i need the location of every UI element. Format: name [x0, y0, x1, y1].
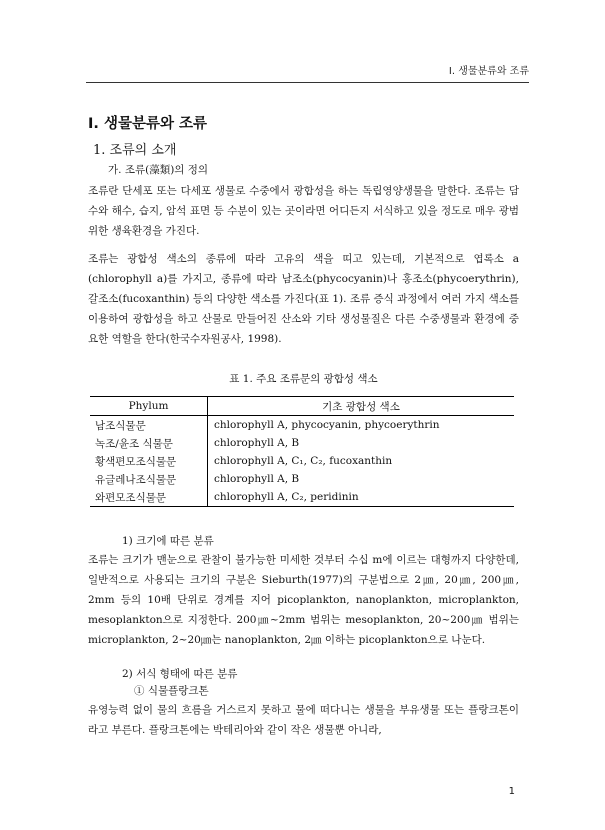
section-title: Ⅰ. 생물분류와 조류	[88, 116, 208, 132]
size-paragraph: 조류는 크기가 맨눈으로 관찰이 불가능한 미세한 것부터 수십 m에 이르는 대형까지 다양한데, 일반적으로 사용되는 크기의 구분은 Sieburth(1977)의 구분법으로 2㎛, 20㎛, 200㎛, 2mm 등의 10배 단위로 경계를 지어 picoplankton, nanoplankton, microplankton, mesoplankton으로 지정한다. 200㎛~2mm 범위는 mesoplankton, 20~200㎛ 범위는 microplankton, 2~20㎛는 nanoplankton, 2㎛ 이하는 picoplankton으로 나눈다.	[88, 554, 519, 646]
table-cell-pigment: chlorophyll A, C₂, peridinin	[208, 488, 515, 507]
pigment-table	[90, 396, 514, 507]
habitat-section-title: 2) 서식 형태에 따른 분류	[122, 668, 238, 680]
subsubsection-title: 가. 조류(藻類)의 정의	[108, 164, 209, 176]
table-cell-phylum: 녹조/윤조 식물문	[95, 437, 173, 450]
habitat-subtitle: ① 식물플랑크톤	[134, 685, 209, 697]
table-row	[90, 416, 514, 435]
table-row	[90, 452, 514, 470]
header-divider	[86, 82, 529, 83]
table-caption: 표 1. 주요 조류문의 광합성 색소	[229, 373, 378, 385]
running-header: Ⅰ. 생물분류와 조류	[448, 66, 529, 77]
column-header-phylum: Phylum	[90, 397, 208, 416]
paragraph-gap	[88, 241, 519, 249]
table-cell-pigment: chlorophyll A, B	[208, 434, 515, 452]
column-header-pigment: 기초 광합성 색소	[208, 397, 515, 416]
size-section-title: 1) 크기에 따른 분류	[122, 535, 214, 547]
table-row	[90, 434, 514, 452]
table-cell-pigment: chlorophyll A, phycocyanin, phycoerythrin	[208, 416, 515, 435]
table-row	[90, 488, 514, 507]
pigment-paragraph: 조류는 광합성 색소의 종류에 따라 고유의 색을 띠고 있는데, 기본적으로 엽록소 a (chlorophyll a)를 가지고, 종류에 따라 남조소(phycocyanin)나 홍조소(phycoerythrin), 갈조소(fucoxanthin) 등의 다양한 색소를 가진다(표 1). 조류 증식 과정에서 여러 가지 색소를 이용하여 광합성을 하고 산물로 만들어진 산소와 기타 생성물질은 다른 수중생물과 환경에 중요한 역할을 한다(한국수자원공사, 1998).	[88, 253, 519, 345]
table-cell-phylum: 황색편모조식물문	[95, 455, 177, 468]
subsection-title: 1. 조류의 소개	[93, 143, 177, 158]
table-cell-pigment: chlorophyll A, C₁, C₂, fucoxanthin	[208, 452, 515, 470]
table-cell-phylum: 남조식물문	[95, 419, 146, 432]
table-cell-pigment: chlorophyll A, B	[208, 470, 515, 488]
page-number: 1	[508, 786, 515, 797]
section-gap	[88, 650, 519, 666]
habitat-paragraph: 유영능력 없이 물의 흐름을 거스르지 못하고 물에 떠다니는 생물을 부유생물 또는 플랑크톤이라고 부른다. 플랑크톤에는 박테리아와 같이 작은 생물뿐 아니라,	[88, 704, 519, 736]
table-cell-phylum: 유글레나조식물문	[95, 473, 177, 486]
page-content	[88, 112, 519, 740]
table-header-row	[90, 397, 514, 416]
section-gap	[88, 507, 519, 533]
definition-paragraph: 조류란 단세포 또는 다세포 생물로 수중에서 광합성을 하는 독립영양생물을 말한다. 조류는 담수와 해수, 습지, 암석 표면 등 수분이 있는 곳이라면 어디든지 서식하고 있을 정도로 매우 광범위한 생육환경을 가진다.	[88, 185, 519, 237]
table-row	[90, 470, 514, 488]
table-cell-phylum: 와편모조식물문	[90, 488, 208, 507]
